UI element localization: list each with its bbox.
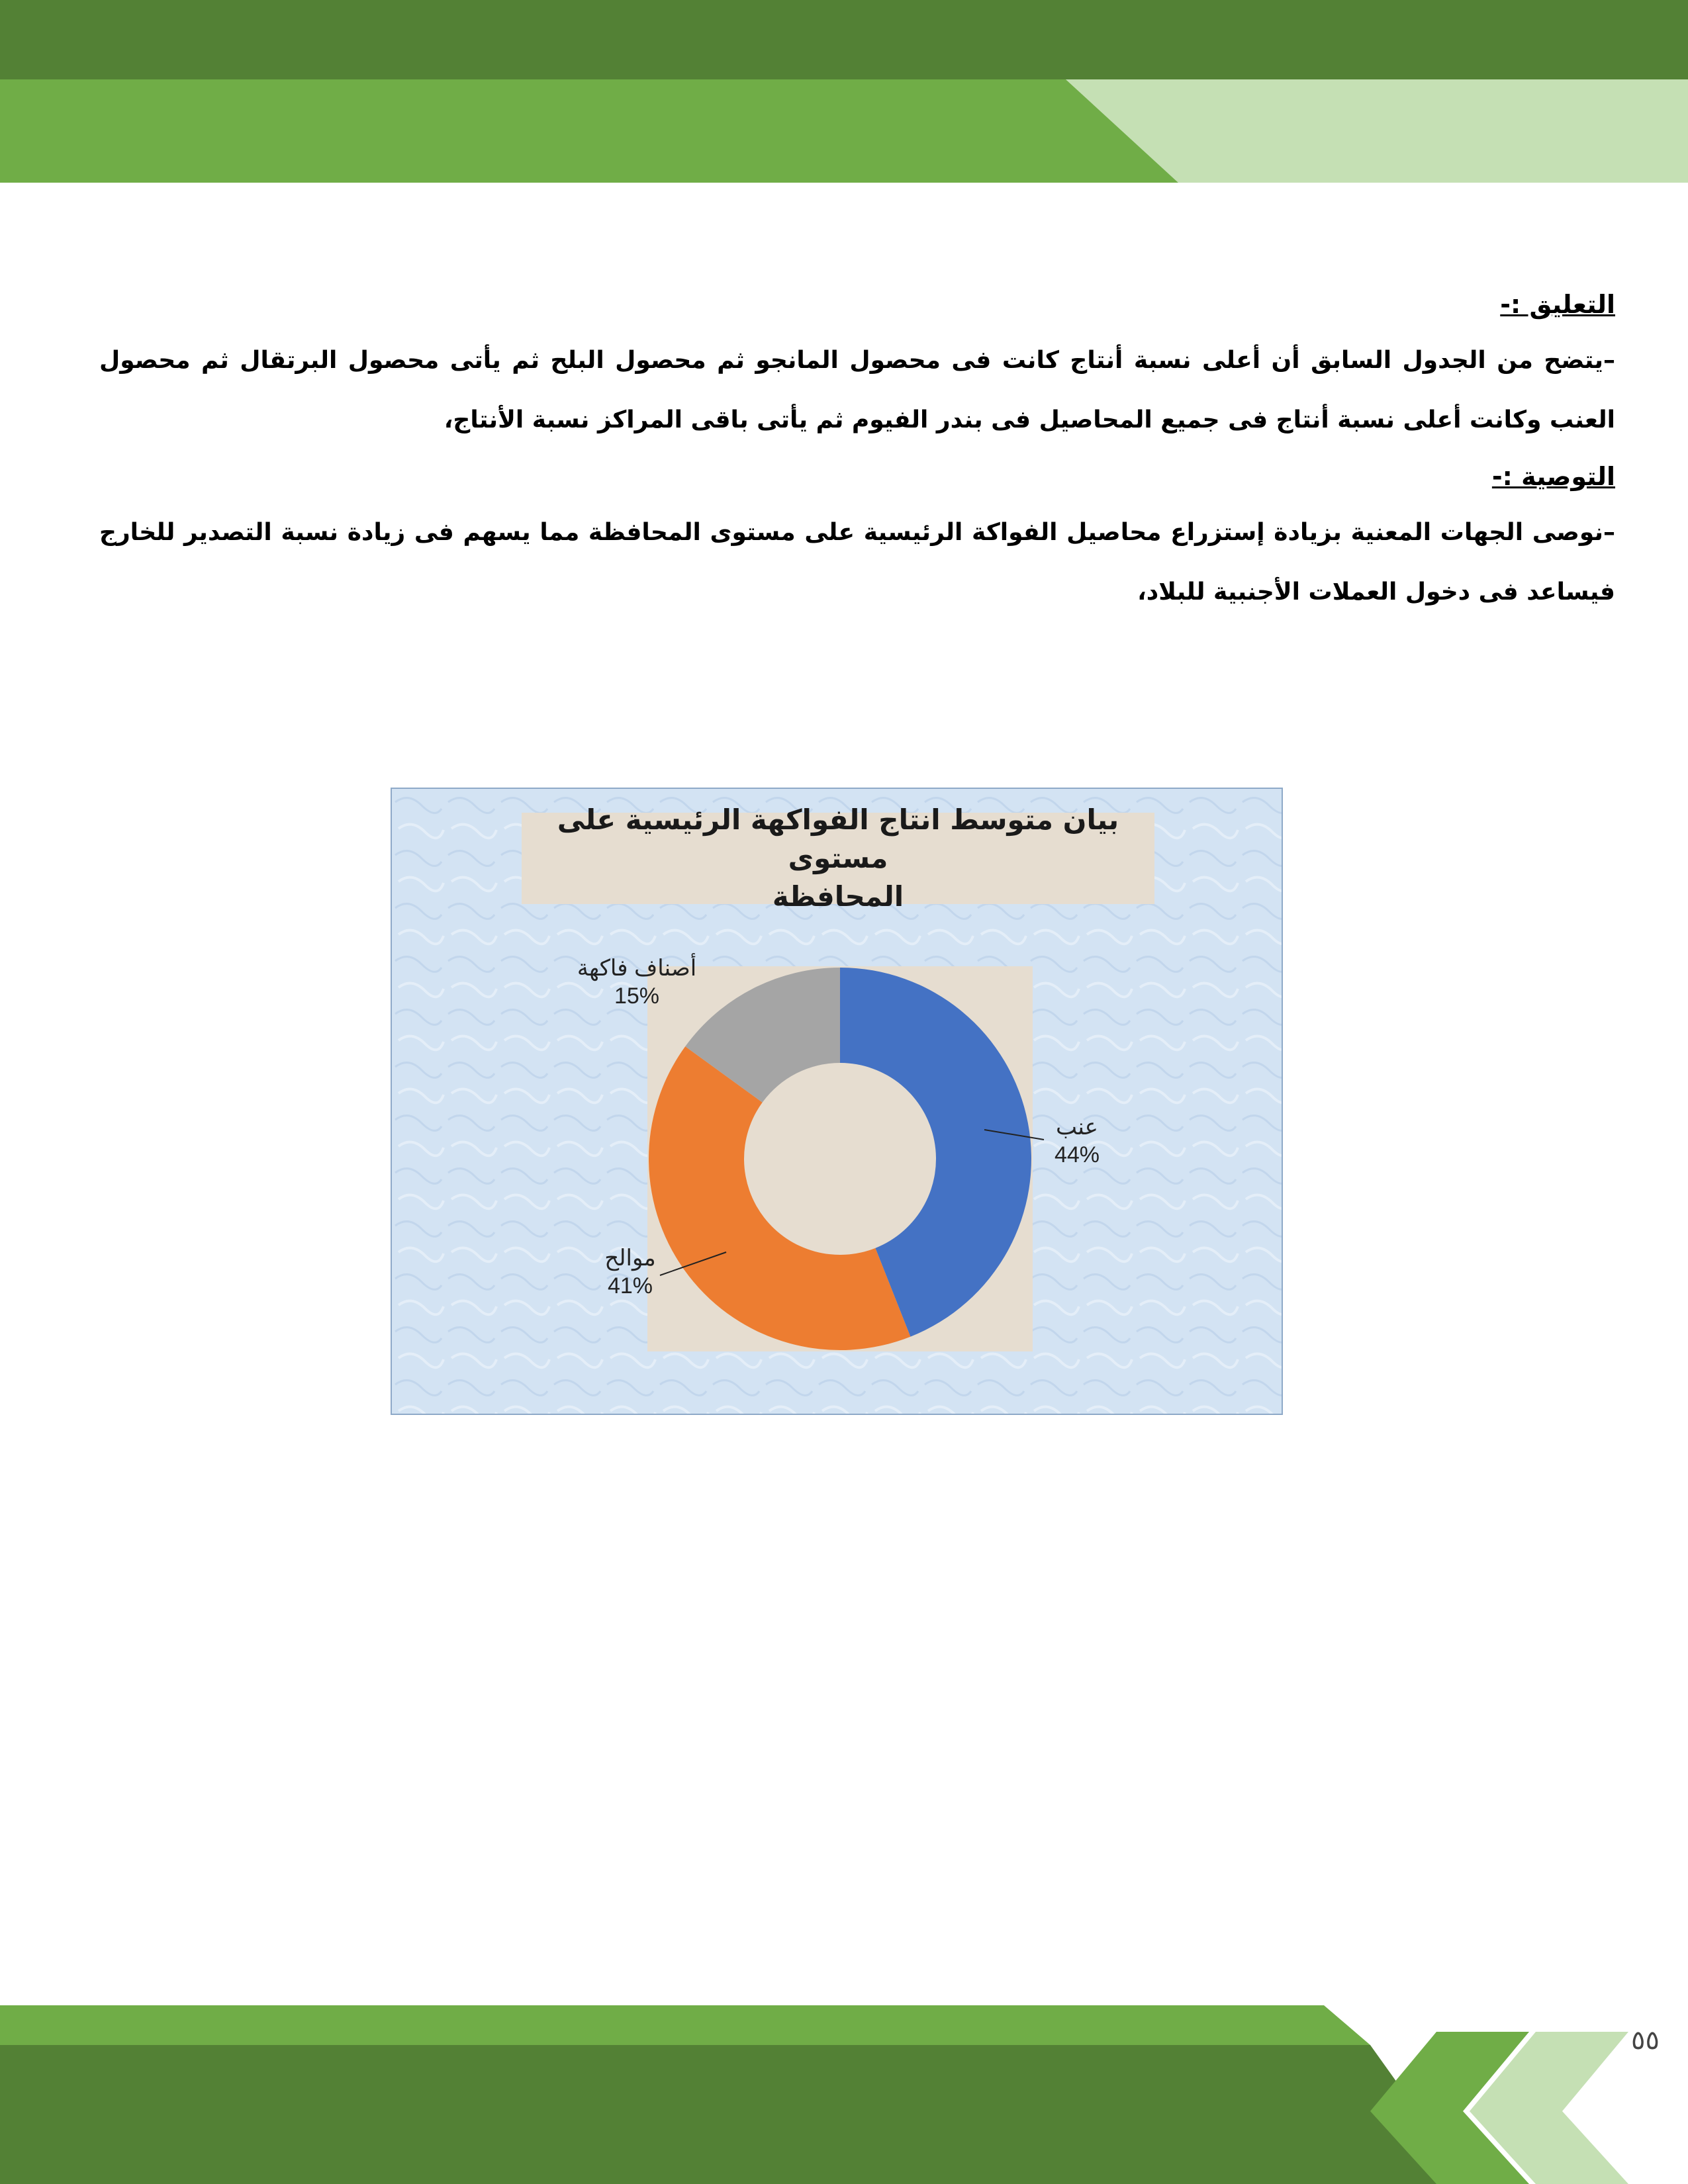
footer-banner — [0, 2005, 1688, 2184]
data-label-other — [551, 954, 723, 1010]
donut-chart — [392, 789, 1282, 1414]
data-label-other-pct: 15% — [614, 983, 660, 1009]
comment-paragraph: –يتضح من الجدول السابق أن أعلى نسبة أنتاج كانت فى محصول المانجو ثم محصول البلح ثم يأتى محصول البرتقال ثم محصول العنب وكانت أعلى نسبة أنتاج فى جميع المحاصيل فى بندر الفيوم ثم يأتى باقى المراكز نسبة الأنتاج، — [99, 347, 1615, 433]
data-label-grape-name: عنب — [1056, 1115, 1098, 1140]
header-mid-band — [0, 79, 1178, 183]
data-label-other-name: أصناف فاكهة — [577, 956, 697, 981]
data-label-citrus-name: موالح — [604, 1246, 656, 1271]
donut-slice-citrus — [649, 1046, 910, 1350]
chart-container — [391, 788, 1283, 1415]
chart-title-line1: بيان متوسط انتاج الفواكهة الرئيسية على مستوى — [557, 803, 1119, 874]
page-number: ٥٥ — [1631, 2025, 1660, 2056]
recommendation-heading: التوصية :- — [1491, 462, 1615, 491]
comment-heading: التعليق :- — [1500, 290, 1615, 319]
data-label-citrus-pct: 41% — [607, 1273, 653, 1298]
footer-dark-band — [0, 2045, 1470, 2184]
footer-mid-band — [0, 2005, 1370, 2045]
data-label-citrus — [577, 1244, 683, 1300]
data-label-grape — [1037, 1113, 1117, 1169]
header-dark-band — [0, 0, 1688, 79]
chart-title-line2: المحافظة — [772, 880, 904, 913]
recommendation-paragraph: –نوصى الجهات المعنية بزيادة إستزراع محاصيل الفواكة الرئيسية على مستوى المحافظة مما يسهم فى زيادة نسبة التصدير للخارج فيساعد فى دخول العملات الأجنبية للبلاد، — [99, 519, 1615, 606]
header-banner — [0, 0, 1688, 185]
data-label-grape-pct: 44% — [1054, 1142, 1100, 1167]
text-content — [99, 285, 1615, 622]
